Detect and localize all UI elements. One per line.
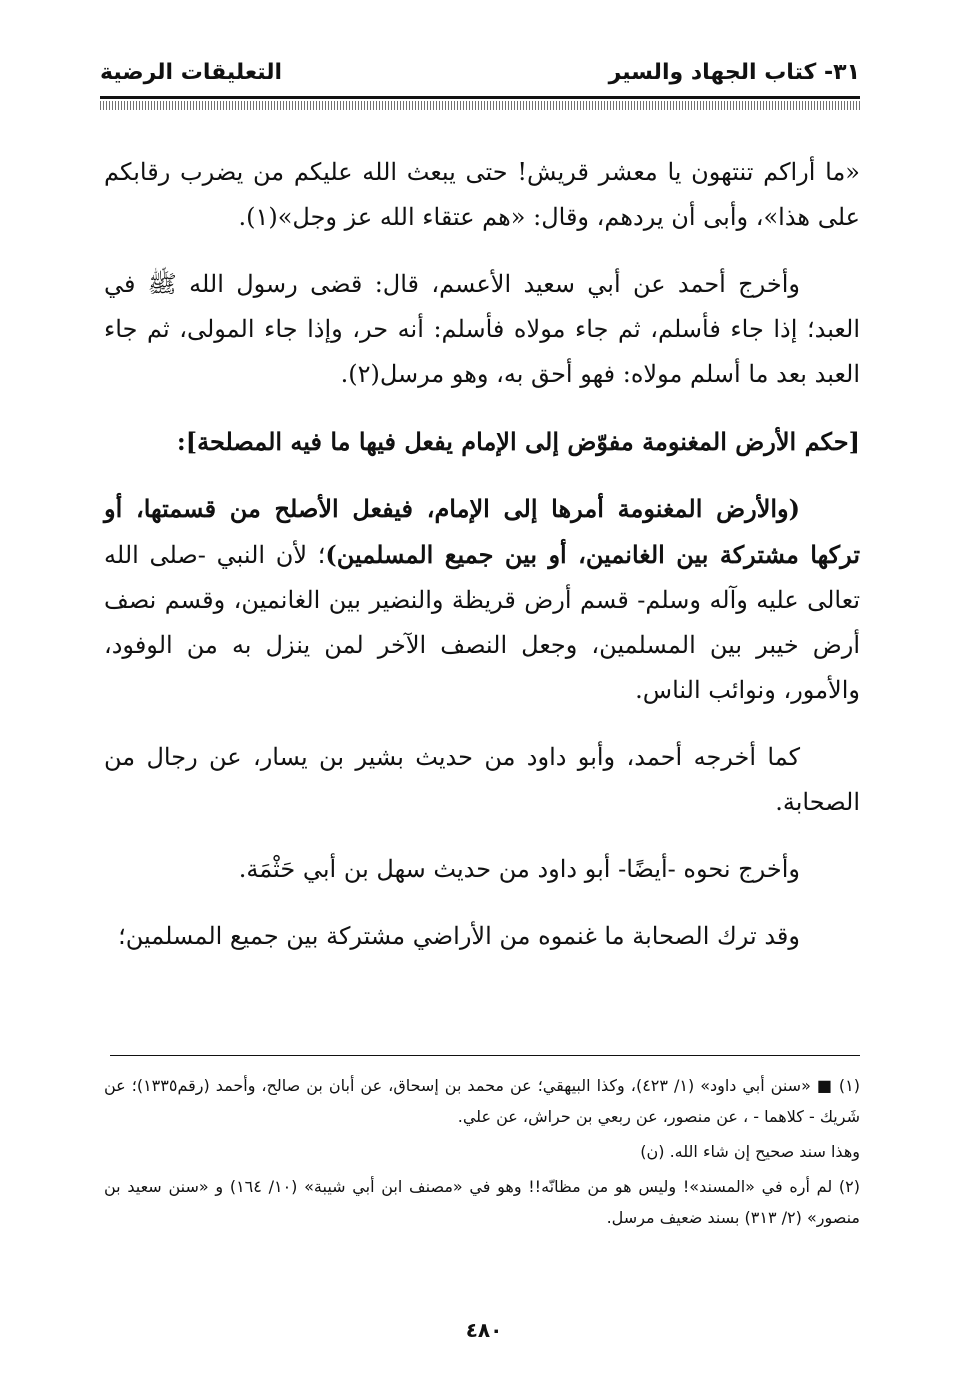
header-rule [100, 96, 860, 99]
section-heading: [حكم الأرض المغنومة مفوّض إلى الإمام يفعل فيها ما فيه المصلحة]: [176, 427, 860, 456]
paragraph-6: وقد ترك الصحابة ما غنموه من الأراضي مشتركة بين جميع المسلمين؛ [118, 922, 800, 950]
footnote-1-note: وهذا سند صحيح إن شاء الله. (ن) [640, 1142, 860, 1161]
footnote-1: (١) ■ «سنن أبي داود» (١/ ٤٢٣)، وكذا البيهقي؛ عن محمد بن إسحاق، عن أبان بن صالح، وأحمد (رقم١٣٣٥)؛ عن شَريك - كلاهما - ، عن منصور، عن ربعي بن حراش، عن علي. [104, 1076, 861, 1126]
running-header [100, 60, 860, 94]
commentary-text: ؛ لأن النبي -صلى الله تعالى عليه وآله وسلم- قسم أرض قريظة والنضير بين الغانمين، وقسم نصف أرض خيبر بين المسلمين، وجعل النصف الآخر لمن ينزل به من الوفود، والأمور، ونوائب الناس. [104, 541, 861, 704]
paragraph-1: «ما أراكم تنتهون يا معشر قريش! حتى يبعث الله عليكم من يضرب رقابكم على هذا»، وأبى أن يردهم، وقال: «هم عتقاء الله عز وجل»(١). [104, 158, 860, 231]
paragraph-3 [104, 486, 860, 713]
book-title: التعليقات الرضية [100, 60, 283, 85]
chapter-title: ٣١- كتاب الجهاد والسير [608, 60, 860, 85]
page-number: ٤٨٠ [465, 1318, 503, 1342]
paragraph-4: كما أخرجه أحمد، وأبو داود من حديث بشير بن يسار، عن رجال من الصحابة. [104, 743, 860, 816]
footnote-separator [110, 1055, 860, 1056]
paragraph-2: وأخرج أحمد عن أبي سعيد الأعسم، قال: قضى رسول الله ﷺ في العبد؛ إذا جاء فأسلم، ثم جاء مولاه فأسلم: أنه حر، وإذا جاء المولى، ثم جاء العبد بعد ما أسلم مولاه: فهو أحق به، وهو مرسل(٢). [104, 270, 860, 388]
footnote-2: (٢) لم أره في «المسند»! وليس هو من مظانّه!! وهو في «مصنف ابن أبي شيبة» (١٠/ ١٦٤) و «سنن سعيد بن منصور» (٢/ ٣١٣) بسند ضعيف مرسل. [104, 1177, 860, 1227]
matn-text: (والأرض المغنومة أمرها إلى الإمام، فيفعل الأصلح من قسمتها، أو تركها مشتركة بين الغانمين، أو بين جميع المسلمين) [104, 494, 861, 569]
footnotes [104, 1070, 860, 1237]
header-rule-pattern [100, 101, 860, 110]
main-text [104, 150, 860, 981]
paragraph-5: وأخرج نحوه -أيضًا- أبو داود من حديث سهل بن أبي حَثْمَة. [238, 855, 800, 883]
